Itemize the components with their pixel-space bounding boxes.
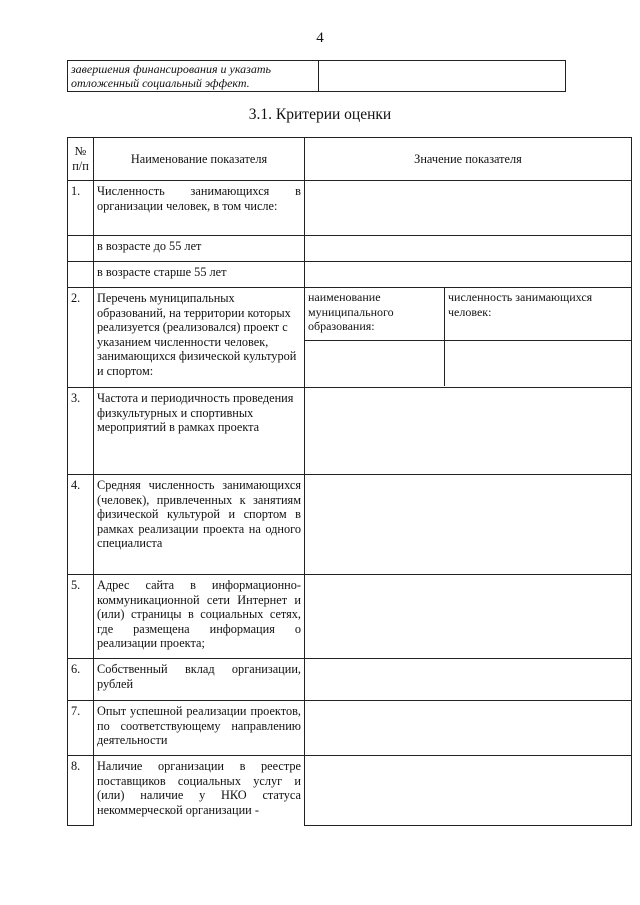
- table-row: [68, 388, 632, 475]
- count-cell: [445, 340, 632, 386]
- header-name: Наименование показателя: [94, 138, 305, 181]
- subtable-row: [305, 340, 631, 386]
- row-name: Средняя численность занимающихся (человек), привлеченных к занятиям физической культурой и спортом в рамках реализации проекта на одного специалиста: [94, 475, 305, 575]
- page-number: 4: [316, 30, 324, 46]
- row-num: 7.: [68, 701, 94, 756]
- row-name: Адрес сайта в информационно-коммуникационной сети Интернет и (или) страницы в социальных сетях, где размещена информация о реализации проекта;: [94, 575, 305, 659]
- table-row: [68, 701, 632, 756]
- row-name: Собственный вклад организации, рублей: [94, 659, 305, 701]
- header-value: Значение показателя: [305, 138, 632, 181]
- row-num: 4.: [68, 475, 94, 575]
- row-num: [68, 236, 94, 262]
- value-cell: [305, 388, 632, 475]
- value-cell: [305, 288, 632, 388]
- header-num: № п/п: [68, 138, 94, 181]
- subtable-header-row: [305, 288, 631, 340]
- value-cell: [319, 61, 566, 92]
- subheader-municipality: наименование муниципального образования:: [305, 288, 445, 340]
- value-cell: [305, 575, 632, 659]
- table-row: [68, 262, 632, 288]
- row-num: 1.: [68, 181, 94, 236]
- value-cell: [305, 262, 632, 288]
- table-row: [68, 756, 632, 826]
- criteria-table: [67, 137, 632, 826]
- row-name: в возрасте старше 55 лет: [94, 262, 305, 288]
- table-row: [68, 288, 632, 388]
- value-cell: [305, 236, 632, 262]
- row-num: 6.: [68, 659, 94, 701]
- row-name: Опыт успешной реализации проектов, по соответствующему направлению деятельности: [94, 701, 305, 756]
- table-row: [68, 181, 632, 236]
- row-name: Частота и периодичность проведения физкультурных и спортивных мероприятий в рамках проекта: [94, 388, 305, 475]
- value-cell: [305, 181, 632, 236]
- row-num: 5.: [68, 575, 94, 659]
- value-cell: [305, 659, 632, 701]
- table-row: [68, 659, 632, 701]
- continuation-table: [67, 60, 566, 92]
- row-num: 2.: [68, 288, 94, 388]
- row-num: 3.: [68, 388, 94, 475]
- table-header-row: [68, 138, 632, 181]
- table-row: [68, 61, 566, 92]
- row-num: 8.: [68, 756, 94, 826]
- table-row: [68, 236, 632, 262]
- row-num: [68, 262, 94, 288]
- row-name: Перечень муниципальных образований, на территории которых реализуется (реализовался) проект с указанием численности человек, занимающихся физической культурой и спортом:: [94, 288, 305, 388]
- row-name: в возрасте до 55 лет: [94, 236, 305, 262]
- table-row: [68, 475, 632, 575]
- table-row: [68, 575, 632, 659]
- continuation-text: завершения финансирования и указать отложенный социальный эффект.: [68, 61, 319, 92]
- value-cell: [305, 756, 632, 826]
- row-name: Численность занимающихся в организации человек, в том числе:: [94, 181, 305, 236]
- subheader-count: численность занимающихся человек:: [445, 288, 632, 340]
- municipality-subtable: [305, 288, 631, 386]
- section-title: 3.1. Критерии оценки: [248, 106, 392, 123]
- value-cell: [305, 475, 632, 575]
- row-name: Наличие организации в реестре поставщиков социальных услуг и (или) наличие у НКО статуса некоммерческой организации -: [94, 756, 305, 826]
- municipality-cell: [305, 340, 445, 386]
- value-cell: [305, 701, 632, 756]
